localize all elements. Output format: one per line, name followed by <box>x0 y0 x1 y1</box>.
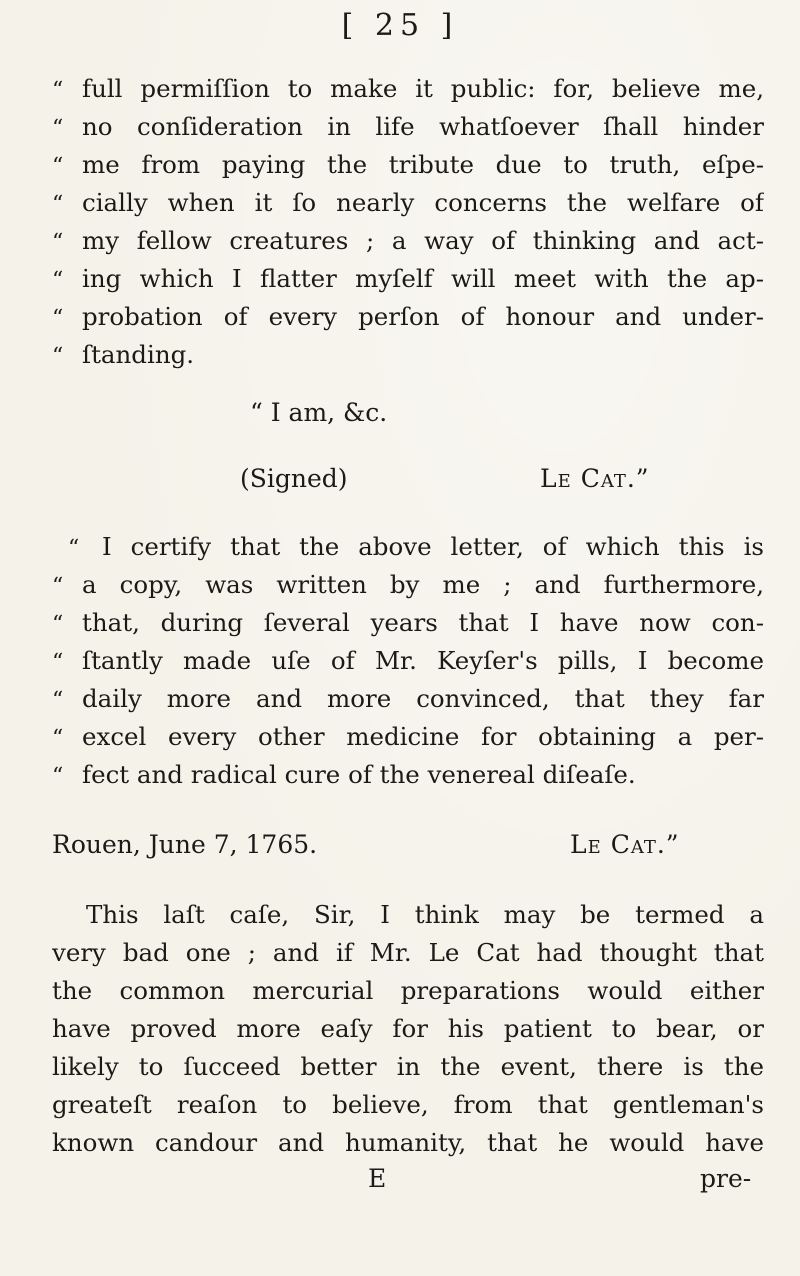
quote-mark: “ <box>52 78 64 103</box>
line-text: my fellow creatures ; a way of thinking and act- <box>82 226 764 255</box>
quote-mark: “ <box>68 536 80 561</box>
quote-mark: “ <box>52 306 64 331</box>
line-text: full permiſſion to make it public: for, believe me, <box>82 74 764 103</box>
quote-mark: “ <box>52 688 64 713</box>
text-line <box>52 722 764 754</box>
signed-label: (Signed) <box>240 464 348 493</box>
quote-mark: “ <box>52 574 64 599</box>
quote-mark: “ <box>52 268 64 293</box>
signature-mark: E <box>368 1164 387 1193</box>
text-line <box>52 608 764 640</box>
line-text: daily more and more convinced, that they far <box>82 684 764 713</box>
text-line <box>52 188 764 220</box>
quote-mark: “ <box>52 230 64 255</box>
text-line <box>52 150 764 182</box>
line-text: I certify that the above letter, of which this is <box>102 532 764 561</box>
line-text: ſtantly made uſe of Mr. Keyſer's pills, I become <box>82 646 764 675</box>
line-text: me from paying the tribute due to truth, eſpe- <box>82 150 764 179</box>
quote-mark: “ <box>52 650 64 675</box>
quote-mark: “ <box>52 726 64 751</box>
line-text: excel every other medicine for obtaining a per- <box>82 722 764 751</box>
line-text: cially when it ſo nearly concerns the welfare of <box>82 188 764 217</box>
line-text: ing which I flatter myſelf will meet with the ap- <box>82 264 764 293</box>
text-line: greateſt reaſon to believe, from that gentleman's <box>52 1090 764 1119</box>
quote-mark: “ <box>52 154 64 179</box>
text-line: very bad one ; and if Mr. Le Cat had thought that <box>52 938 764 967</box>
text-line <box>52 340 764 372</box>
quote-mark: “ <box>52 192 64 217</box>
line-text: no conſideration in life whatſoever ſhall hinder <box>82 112 764 141</box>
text-line <box>52 570 764 602</box>
text-line <box>52 684 764 716</box>
catchword: pre- <box>700 1164 752 1193</box>
line-text: ſtanding. <box>82 340 195 369</box>
text-line: have proved more eaſy for his patient to bear, or <box>52 1014 764 1043</box>
quote-mark: “ <box>52 612 64 637</box>
text-line <box>52 302 764 334</box>
text-line <box>52 760 764 792</box>
quote-mark: “ <box>52 116 64 141</box>
text-line: likely to ſucceed better in the event, there is the <box>52 1052 764 1081</box>
text-line: This laſt caſe, Sir, I think may be termed a <box>86 900 764 929</box>
text-line <box>52 112 764 144</box>
line-text: probation of every perſon of honour and under- <box>82 302 764 331</box>
text-line <box>52 646 764 678</box>
closing-salutation: “ I am, &c. <box>250 398 388 427</box>
quote-mark: “ <box>52 764 64 789</box>
text-line <box>52 532 764 564</box>
page-number-header: [ 25 ] <box>341 8 459 43</box>
text-line <box>52 264 764 296</box>
text-line <box>52 74 764 106</box>
line-text: that, during ſeveral years that I have now con- <box>82 608 764 637</box>
text-line <box>52 226 764 258</box>
text-line: the common mercurial preparations would either <box>52 976 764 1005</box>
place-date: Rouen, June 7, 1765. <box>52 830 318 859</box>
line-text: a copy, was written by me ; and furthermore, <box>82 570 764 599</box>
signature-le-cat: Le Cat.” <box>570 830 680 859</box>
signature-le-cat: Le Cat.” <box>540 464 650 493</box>
line-text: fect and radical cure of the venereal diſeaſe. <box>82 760 636 789</box>
text-line: known candour and humanity, that he would have <box>52 1128 764 1157</box>
quote-mark: “ <box>52 344 64 369</box>
